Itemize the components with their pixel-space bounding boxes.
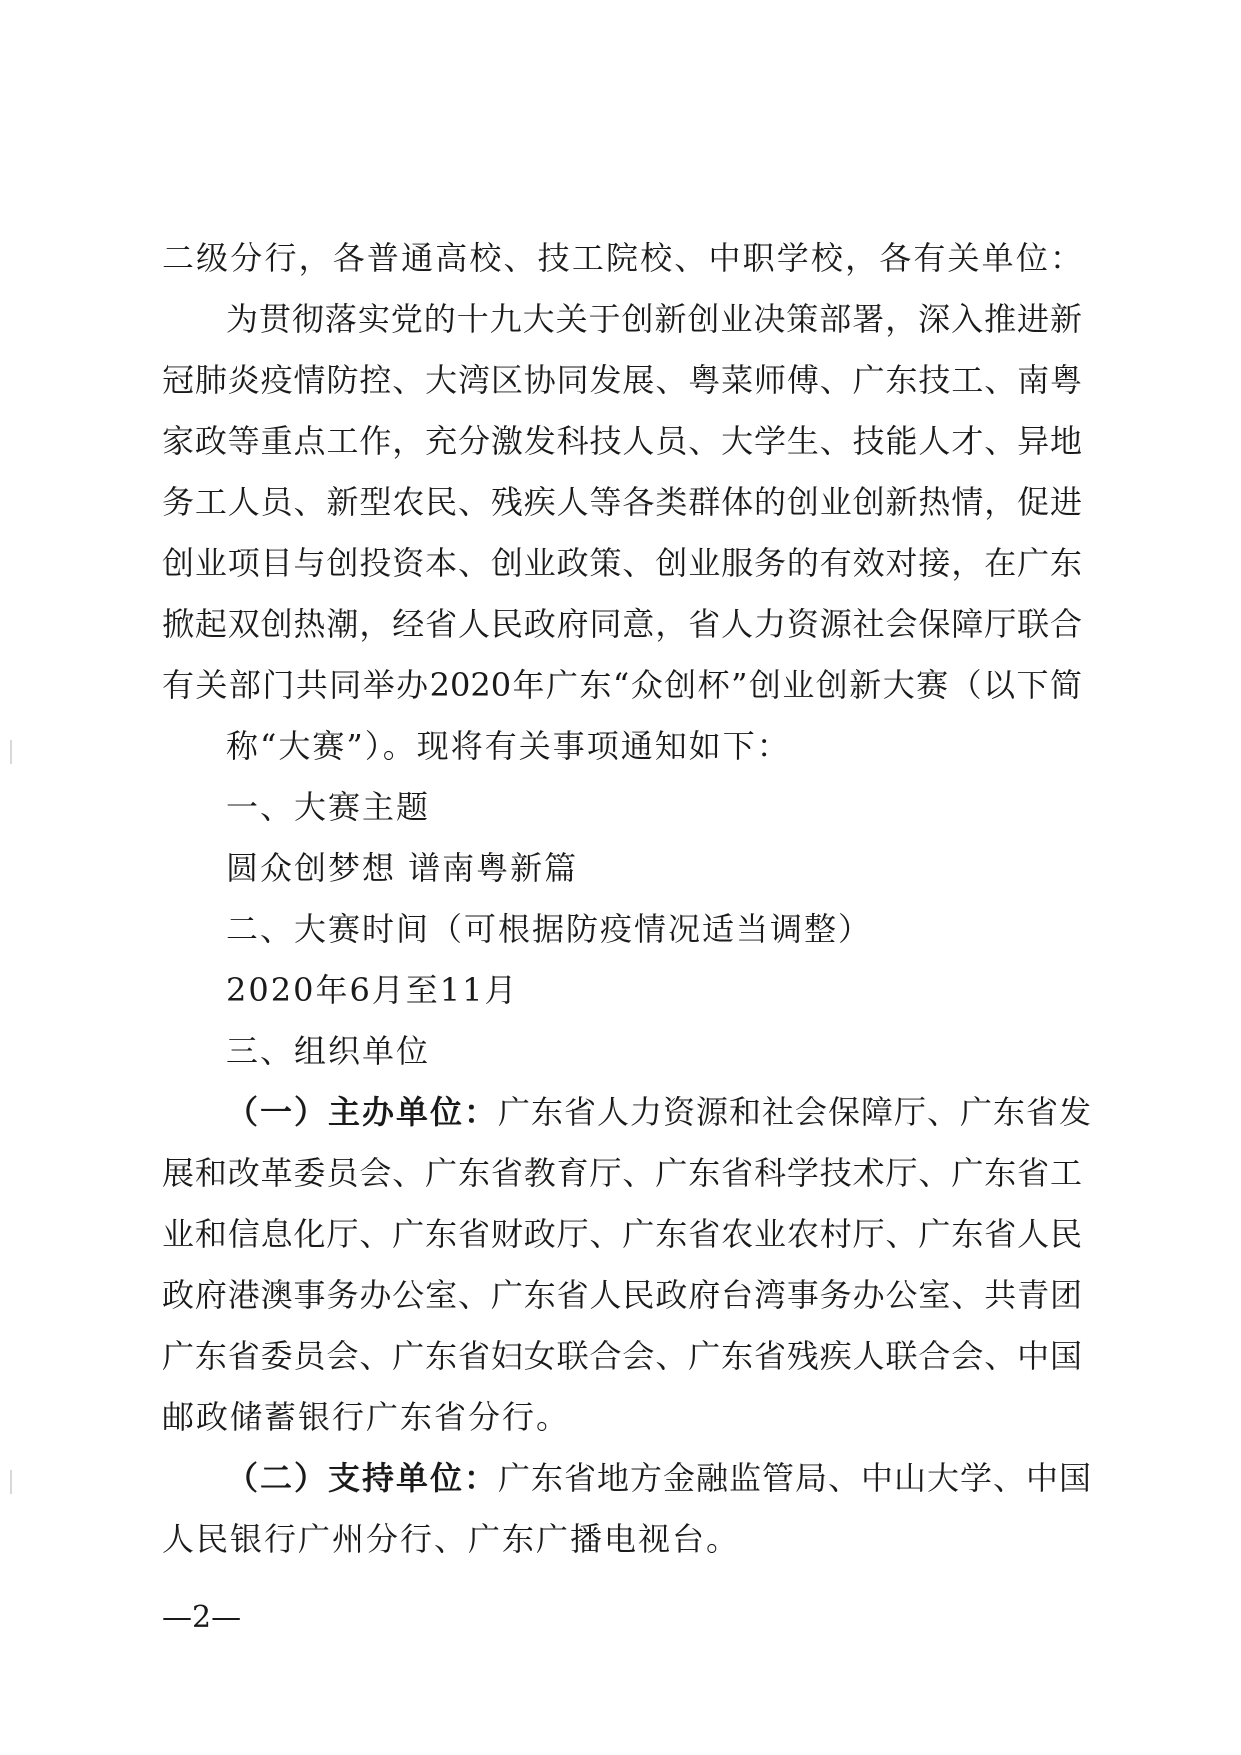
body-line: 称“大赛”）。现将有关事项通知如下： — [226, 727, 791, 765]
body-line: 展和改革委员会、广东省教育厅、广东省科学技术厅、广东省工 — [162, 1154, 1082, 1192]
host-units-text: 广东省人力资源和社会保障厅、广东省发 — [498, 1093, 1093, 1131]
body-line: 政府港澳事务办公室、广东省人民政府台湾事务办公室、共青团 — [162, 1276, 1082, 1314]
support-units-text: 广东省地方金融监管局、中山大学、中国 — [498, 1459, 1093, 1497]
support-units-line — [162, 1448, 1093, 1509]
body-line: 有关部门共同举办2020年广东“众创杯”创业创新大赛（以下简 — [162, 666, 1082, 704]
body-line: 为贯彻落实党的十九大关于创新创业决策部署，深入推进新 — [226, 300, 1082, 338]
support-units-label: （二）支持单位： — [226, 1459, 499, 1497]
scan-margin-mark — [10, 1470, 12, 1494]
section-heading-time: 二、大赛时间（可根据防疫情况适当调整） — [226, 910, 873, 948]
body-line: 掀起双创热潮，经省人民政府同意，省人力资源社会保障厅联合 — [162, 605, 1082, 643]
body-line: 二级分行，各普通高校、技工院校、中职学校，各有关单位： — [162, 239, 1082, 277]
body-line: 广东省委员会、广东省妇女联合会、广东省残疾人联合会、中国 — [162, 1337, 1082, 1375]
body-line: 人民银行广州分行、广东广播电视台。 — [162, 1520, 741, 1558]
body-line: 邮政储蓄银行广东省分行。 — [162, 1398, 571, 1436]
body-line: 业和信息化厅、广东省财政厅、广东省农业农村厅、广东省人民 — [162, 1215, 1082, 1253]
page-number: —2— — [162, 1600, 242, 1635]
host-units-line — [162, 1082, 1093, 1143]
scan-margin-mark — [10, 740, 12, 764]
section-heading-organizers: 三、组织单位 — [226, 1032, 431, 1070]
body-line: 冠肺炎疫情防控、大湾区协同发展、粤菜师傅、广东技工、南粤 — [162, 361, 1082, 399]
section-heading-theme: 一、大赛主题 — [226, 788, 431, 826]
body-line: 创业项目与创投资本、创业政策、创业服务的有效对接，在广东 — [162, 544, 1082, 582]
host-units-label: （一）主办单位： — [226, 1093, 499, 1131]
document-body — [162, 228, 1093, 1570]
body-line: 家政等重点工作，充分激发科技人员、大学生、技能人才、异地 — [162, 422, 1082, 460]
body-line: 务工人员、新型农民、残疾人等各类群体的创业创新热情，促进 — [162, 483, 1082, 521]
event-period: 2020年6月至11月 — [226, 971, 519, 1009]
theme-slogan: 圆众创梦想 谱南粤新篇 — [226, 849, 579, 887]
